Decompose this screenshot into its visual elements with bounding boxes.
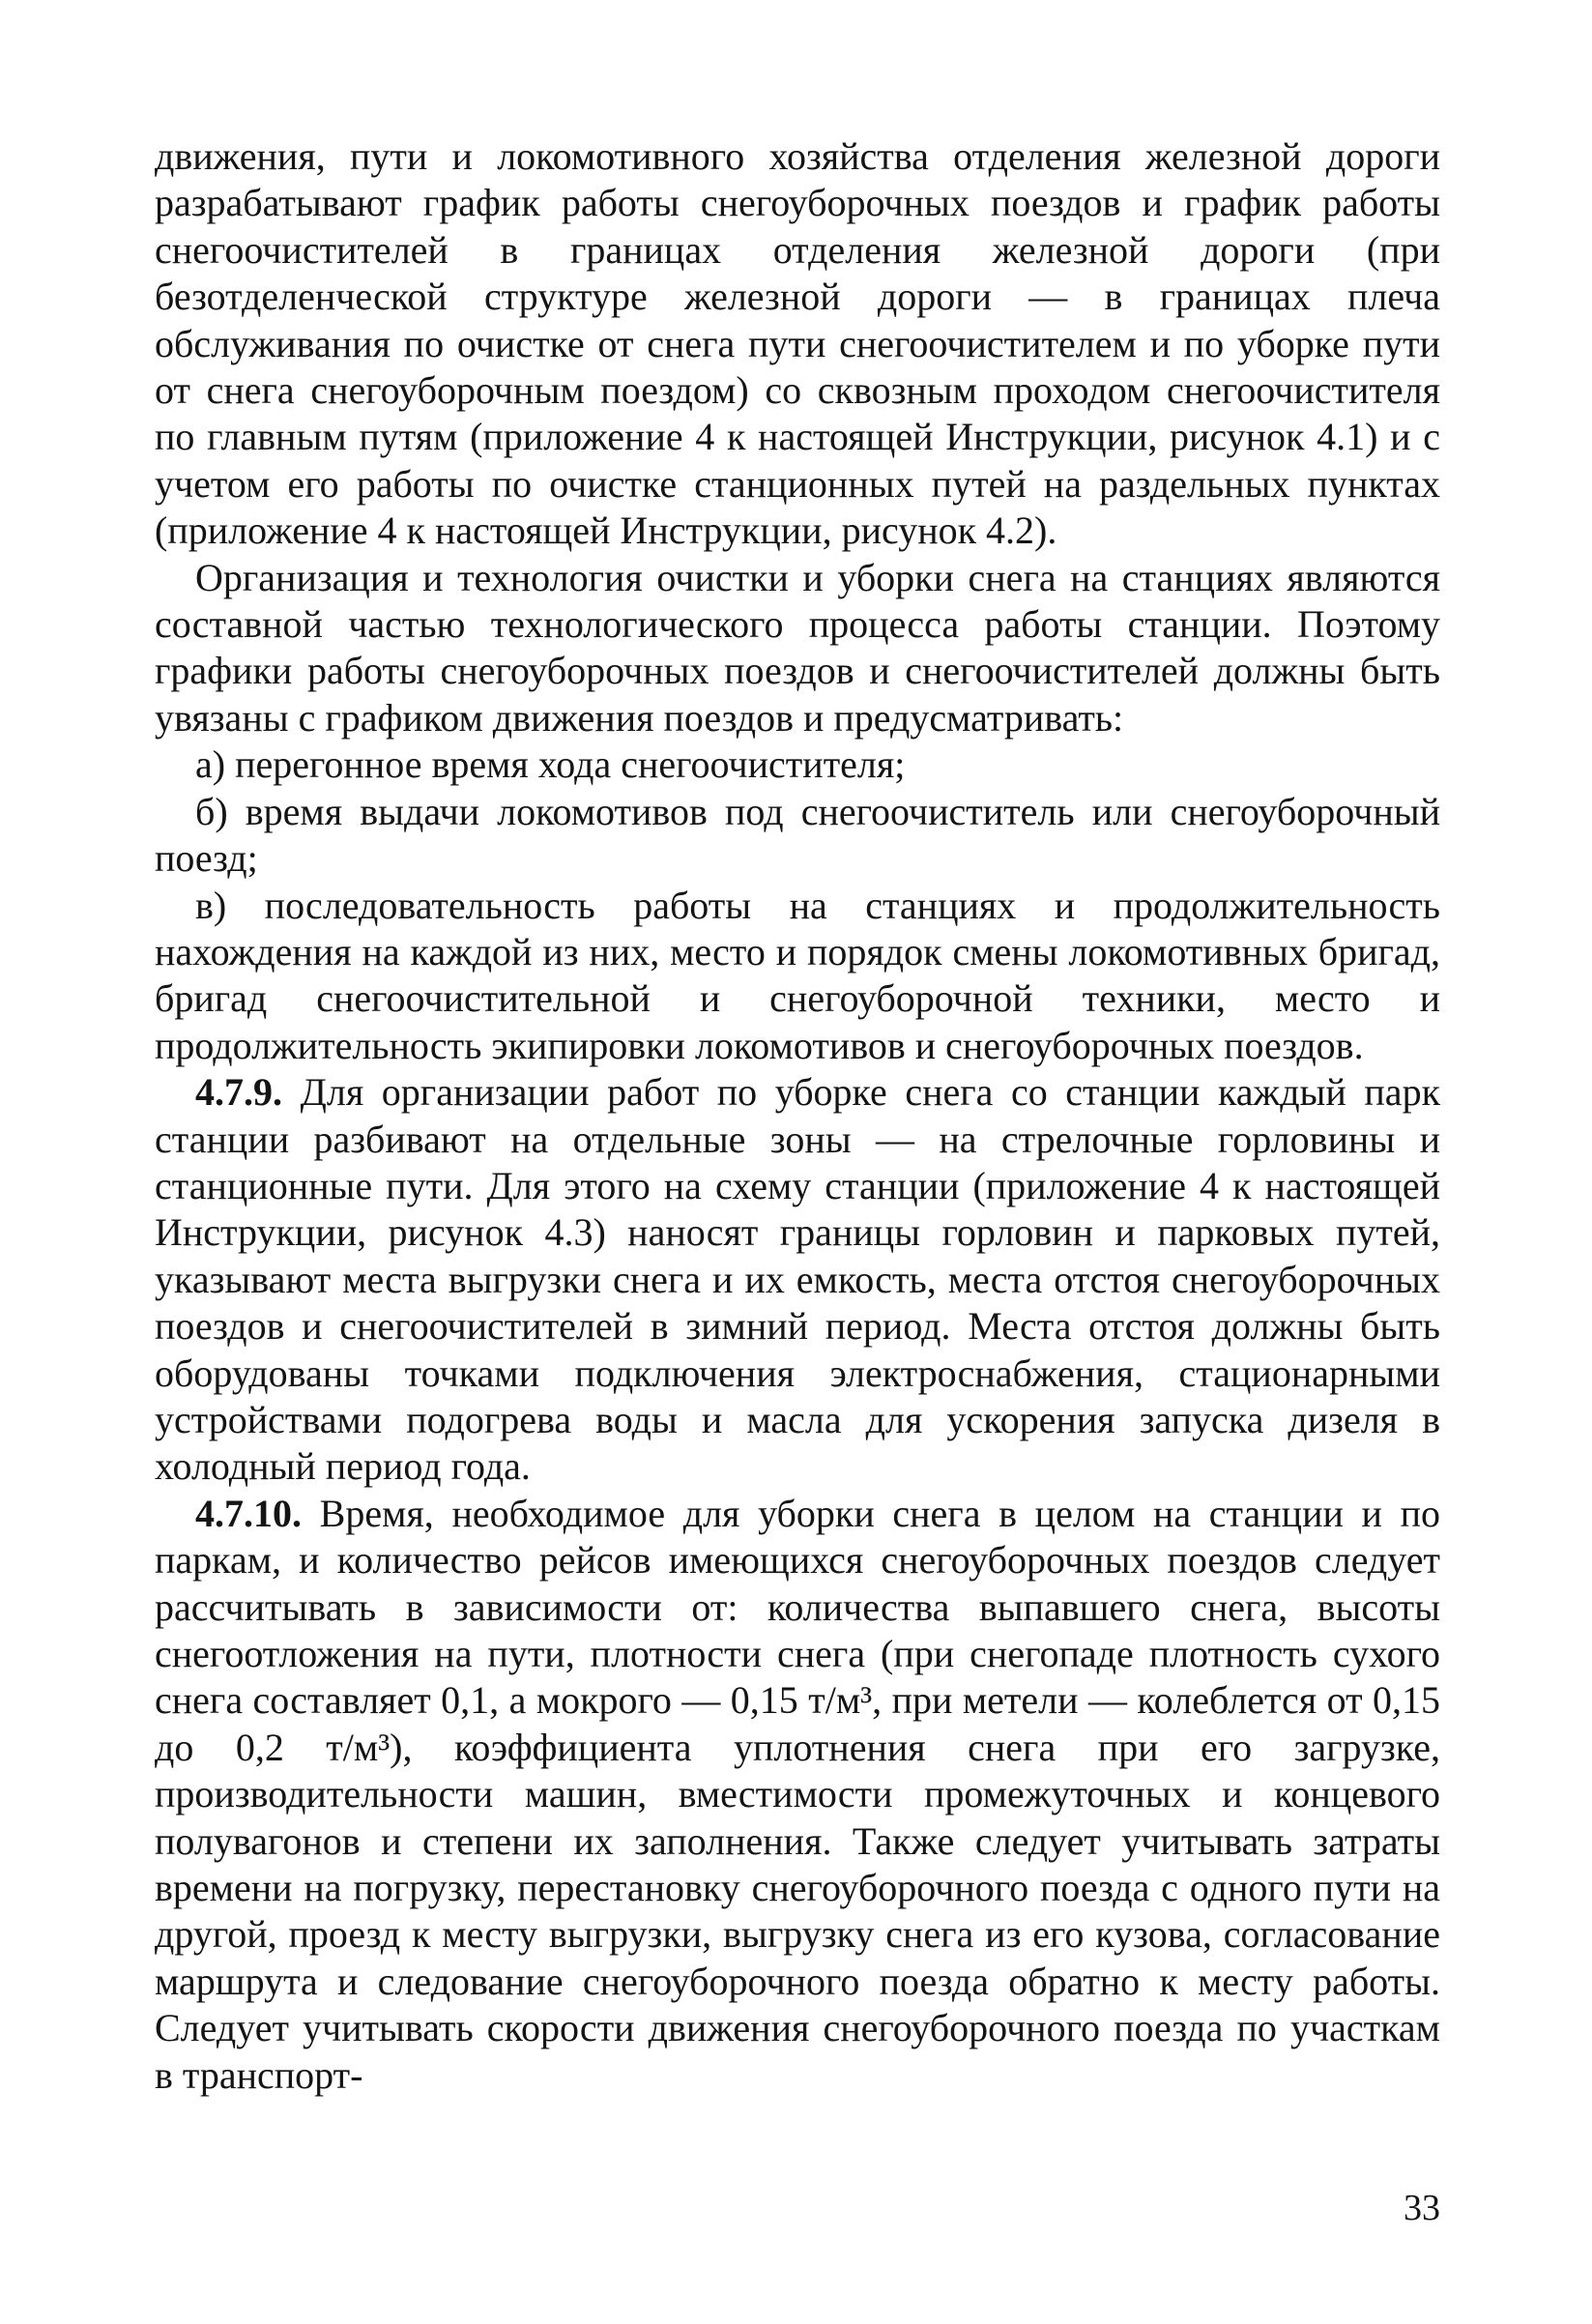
paragraph-continuation: движения, пути и локомотивного хозяйства отделения железной дороги разрабатывают график работы снегоуборочных поездов и график работы снегоочистителей в границах отделения железной дороги (при безотделенческой структуре железной дороги — в границах плеча обслуживания по очистке от снега пути снегоочистителем и по уборке пути от снега снегоуборочным поездом) со сквозным проходом снегоочистителя по главным путям (приложение 4 к настоящей Инструкции, рисунок 4.1) и с учетом его работы по очистке станционных путей на раздельных пунктах (приложение 4 к настоящей Инструкции, рисунок 4.2).	[155, 134, 1440, 553]
page-body	[155, 133, 1440, 2099]
section-number: 4.7.9.	[195, 1070, 282, 1115]
section-4-7-10	[155, 1491, 1440, 2099]
section-text: Время, необходимое для уборки снега в целом на станции и по паркам, и количество рейсов имеющихся снегоуборочных поездов следует рассчитывать в зависимости от: количества выпавшего снега, высоты снегоотложения на пути, плотности снега (при снегопаде плотность сухого снега составляет 0,1, а мокрого — 0,15 т/м³, при метели — колеблется от 0,15 до 0,2 т/м³), коэффициента уплотнения снега при его загрузке, производительности машин, вместимости промежуточных и концевого полувагонов и степени их заполнения. Также следует учитывать затраты времени на погрузку, перестановку снегоуборочного поезда с одного пути на другой, проезд к месту выгрузки, выгрузку снега из его кузова, согласование маршрута и следование снегоуборочного поезда обратно к месту работы. Следует учитывать скорости движения снегоуборочного поезда по участкам в транспорт-	[155, 1491, 1440, 2097]
list-item-a: а) перегонное время хода снегоочистителя;	[195, 742, 906, 787]
section-number: 4.7.10.	[195, 1491, 302, 1535]
list-item-v: в) последовательность работы на станциях и продолжительность нахождения на каждой из них, место и порядок смены локомотивных бригад, бригад снегоочистительной и снегоуборочной техники, место и продолжительность экипировки локомотивов и снегоуборочных поездов.	[155, 883, 1440, 1067]
page-number: 33	[1404, 2188, 1440, 2228]
section-4-7-9	[155, 1069, 1440, 1491]
list-item-b: б) время выдачи локомотивов под снегоочиститель или снегоуборочный поезд;	[155, 789, 1440, 881]
section-text: Для организации работ по уборке снега со станции каждый парк станции разбивают на отдельные зоны — на стрелочные горловины и станционные пути. Для этого на схему станции (приложение 4 к настоящей Инструкции, рисунок 4.3) наносят границы горловин и парковых путей, указывают места выгрузки снега и их емкость, места отстоя снегоуборочных поездов и снегоочистителей в зимний период. Места отстоя должны быть оборудованы точками подключения электроснабжения, стационарными устройствами подогрева воды и масла для ускорения запуска дизеля в холодный период года.	[155, 1070, 1440, 1489]
paragraph-organization: Организация и технология очистки и уборки снега на станциях являются составной частью технологического процесса работы станции. Поэтому графики работы снегоуборочных поездов и снегоочистителей должны быть увязаны с графиком движения поездов и предусматривать:	[155, 555, 1440, 740]
